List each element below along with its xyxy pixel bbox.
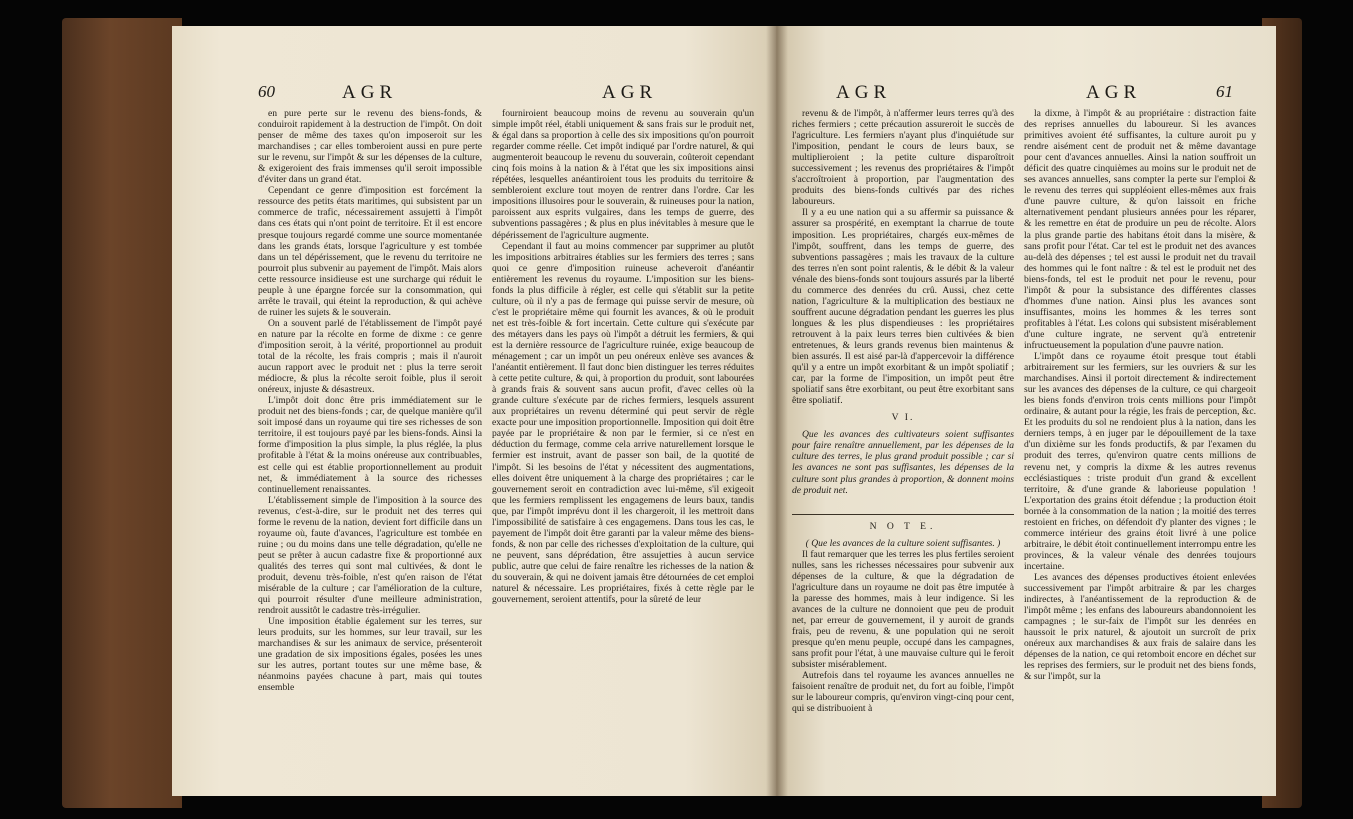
note-subtitle: ( Que les avances de la culture soient suffisantes. ) bbox=[805, 537, 1001, 549]
right-column-2 bbox=[1024, 108, 1256, 728]
paragraph: On a souvent parlé de l'établissement de l'impôt payé en nature par la récolte en forme de dixme : ce genre d'imposition seroit, à la vérité, proportionnel au produit total de la récolte, les frais compris ; mais il n'auroit aucun rapport avec le produit net : plus la terre seroit médiocre, & plus la récolte seroit foible, plus il seroit onéreux, injuste & désastreux. bbox=[258, 317, 482, 396]
paragraph: Autrefois dans tel royaume les avances annuelles ne faisoient renaître de produit net, du fort au foible, l'impôt sur le laboureur compris, qu'environ vingt-cinq pour cent, qui se distribuoient à bbox=[792, 670, 1014, 715]
paragraph: Cependant ce genre d'imposition est forcément la ressource des petits états maritimes, qui subsistent par un commerce de trafic, nécessairement assujetti à l'impôt dans ces états qui n'ont point de territoire. Et il est encore presque toujours regardé comme une source momentanée dans les grands états, lorsque l'agriculture y est tombée dans un tel dépérissement, que le revenu du territoire ne pourroit plus subvenir au payement de l'impôt. Mais alors cette ressource insidieuse est une surcharge qui réduit le peuple à une épargne forcée sur la consommation, qui arrête le travail, qui éteint la reproduction, & qui achève de ruiner les sujets & le souverain. bbox=[258, 185, 482, 318]
left-running-head-2: AGR bbox=[602, 82, 658, 103]
right-running-head-2: AGR bbox=[1086, 82, 1142, 103]
left-page-number: 60 bbox=[258, 82, 275, 101]
paragraph: en pure perte sur le revenu des biens-fonds, & conduiroit rapidement à la destruction de l'impôt. On doit penser de même des taxes qu'on imposeroit sur les marchandises ; car elles tomberoient aussi en pure perte sur le revenu, sur l'impôt & sur les dépenses de la culture, & exigeroient des frais immenses qu'il seroit impossible d'éviter dans un grand état. bbox=[258, 108, 482, 186]
paragraph: Cependant il faut au moins commencer par supprimer au plutôt les impositions arbitraires établies sur les fermiers des terres ; sans quoi ce genre d'imposition ruineuse acheveroit d'anéantir entièrement les revenus du royaume. L'imposition sur les biens-fonds la plus difficile à régler, est celle qui s'établit sur la petite culture, où il n'y a pas de fermage qui puisse servir de mesure, où c'est le propriétaire même qui fournit les avances, & où le produit net est très-foible & fort incertain. Cette culture qui s'exécute par des métayers dans les pays où l'impôt a détruit les fermiers, & qui est la dernière ressource de l'agriculture ruinée, exige beaucoup de ménagement ; car un impôt un peu onéreux enlève ses avances & l'anéantit entièrement. Il faut donc bien distinguer les terres réduites à cette petite culture, & qui, à proportion du produit, sont labourées à grands frais & souvent sans aucun profit, d'avec celles où la grande culture s'exécute par de riches fermiers, lesquels assurent aux propriétaires un revenu déterminé qui peut servir de règle exacte pour une imposition proportionnelle. Imposition qui doit être payée par le propriétaire & non par le fermier, si ce n'est en déduction du fermage, comme cela arrive naturellement lorsque le fermier est instruit, avant de passer son bail, de la quotité de l'impôt. Si les besoins de l'état y nécessitent des augmentations, elles doivent être uniquement à la charge des propriétaires ; car le gouvernement seroit en contradiction avec lui-même, s'il exigeoit que les fermiers remplissent les engagemens de leurs baux, tandis que, par l'impôt imprévu dont il les chargeroit, il les mettroit dans l'impossibilité de satisfaire à ces engagemens. Dans tous les cas, le payement de l'impôt doit être garanti par la valeur même des biens-fonds, & non par celle des richesses d'exploitation de la culture, qui ne peuvent, sans déprédation, être assujetties à aucun service public, autre que celui de faire renaître les richesses de la nation & du souverain, & qui ne doivent jamais être détournées de cet emploi naturel & nécessaire. Les propriétaires, fixés à cette règle par le gouvernement, seroient attentifs, pour la sûreté de leur bbox=[492, 240, 754, 606]
book-cover-left bbox=[62, 18, 182, 808]
left-page bbox=[172, 26, 776, 796]
left-running-head-1: AGR bbox=[342, 82, 398, 103]
right-page bbox=[776, 26, 1276, 796]
paragraph: L'impôt doit donc être pris immédiatement sur le produit net des biens-fonds ; car, de quelque manière qu'il soit imposé dans un royaume qui tire ses richesses de son territoire, il est toujours payé par les biens-fonds. Ainsi la forme d'imposition la plus simple, la plus réglée, la plus profitable à l'état & la moins onéreuse aux contribuables, est celle qui est établie proportionnellement au produit net, & immédiatement à la source des richesses continuellement renaissantes. bbox=[258, 395, 482, 495]
section-number: V I. bbox=[891, 412, 915, 424]
left-column-1 bbox=[258, 108, 482, 728]
paragraph: Les avances des dépenses productives étoient enlevées successivement par l'impôt arbitraire & par les charges indirectes, à l'anéantissement de la reproduction & de l'impôt même ; les enfans des laboureurs abandonnoient les campagnes ; le sur-faix de l'impôt sur les denrées en haussoit le prix naturel, & ajoutoit un surcroît de prix onéreux aux marchandises & aux frais de salaire dans les dépenses de la nation, ce qui retomboit encore en déchet sur les reprises des fermiers, sur le produit net des biens fonds, & sur l'impôt, sur la bbox=[1024, 571, 1256, 683]
left-column-2 bbox=[492, 108, 754, 728]
paragraph: fourniroient beaucoup moins de revenu au souverain qu'un simple impôt réel, établi uniquement & sans frais sur le produit net, & égal dans sa proportion à celle des six impositions qu'on pourroit regarder comme réelle. Cet impôt indiqué par l'ordre naturel, & qui augmenteroit beaucoup le revenu du souverain, coûteroit cependant cinq fois moins à la nation & à l'état que les six impositions ainsi répétées, lesquelles anéantiroient tous les produits du territoire & sembleroient exclure tout moyen de rentrer dans l'ordre. Car les impositions illusoires pour le souverain, & ruineuses pour la nation, paroissent aux esprits vulgaires, dans les temps de guerre, des subventions passagères ; & plus en plus inévitables à mesure que le dépérissement de l'agriculture augmente. bbox=[492, 108, 754, 241]
paragraph: revenu & de l'impôt, à n'affermer leurs terres qu'à des riches fermiers ; cette précaution assureroit le succès de l'agriculture. Les fermiers n'ayant plus d'inquiétude sur l'imposition, pendant le cours de leurs baux, se multiplieroient ; la petite culture disparoîtroit successivement ; les revenus des propriétaires & l'impôt s'accroîtroient à proportion, par l'augmentation des produits des biens-fonds cultivés par des riches laboureurs. bbox=[792, 108, 1014, 208]
right-page-number: 61 bbox=[1216, 82, 1233, 101]
paragraph: Il faut remarquer que les terres les plus fertiles seroient nulles, sans les richesses nécessaires pour subvenir aux dépenses de la culture, & que la dégradation de l'agriculture dans un royaume ne doit pas être imputée à la paresse des hommes, mais à leur indigence. Si les avances de la culture ne donnoient que peu de produit net, par erreur de gouvernement, il y auroit de grands frais, peu de revenu, & une population qui ne seroit presque qu'en menu peuple, occupé dans les campagnes, sans profit pour l'état, à une mauvaise culture qui le feroit subsister misérablement. bbox=[792, 548, 1014, 671]
paragraph: L'établissement simple de l'imposition à la source des revenus, c'est-à-dire, sur le produit net des terres qui forme le revenu de la nation, devient fort difficile dans un royaume où, faute d'avances, l'agriculture est tombée en ruine ; ou du moins dans une telle dégradation, qu'elle ne peut se prêter à aucun cadastre fixe & proportionné aux qualités des terres qui sont mal cultivées, & dont le produit, devenu très-foible, n'est qu'en raison de l'état misérable de la culture ; car l'amélioration de la culture, qui pourroit résulter d'une meilleure administration, rendroit aussitôt le cadastre très-irrégulier. bbox=[258, 494, 482, 617]
open-book bbox=[62, 12, 1302, 812]
maxim-text: Que les avances des cultivateurs soient suffisantes pour faire renaître annuellement, par les dépenses de la culture des terres, le plus grand produit possible ; car si les avances ne sont pas suffisantes, les dépenses de la culture sont plus grandes à proportion, & donnent moins de produit net. bbox=[792, 429, 1014, 496]
paragraph: L'impôt dans ce royaume étoit presque tout établi arbitrairement sur les fermiers, sur les ouvriers & sur les marchandises. Ainsi il portoit directement & indirectement sur les avances des dépenses de la culture, ce qui chargeoit les biens fonds d'environ trois cents millions pour l'impôt ordinaire, & autant pour la régie, les frais de perception, &c. Et les produits du sol ne rendoient plus à la nation, dans les derniers temps, à en juger par le dépouillement de la taxe d'un dixième sur les fonds productifs, & par l'examen du produit des terres, qu'environ quatre cents millions de revenu net, y compris la dixme & les autres revenus ecclésiastiques : triste produit d'un grand & excellent territoire, & d'une grande & laborieuse population ! L'exportation des grains étoit défendue ; la production étoit bornée à la consommation de la nation ; la moitié des terres restoient en friches, on défendoit d'y planter des vignes ; le commerce intérieur des grains étoit livré à une police arbitraire, le débit étoit continuellement interrompu entre les provinces, & la valeur vénale des denrées toujours incertaine. bbox=[1024, 351, 1256, 572]
paragraph: Une imposition établie également sur les terres, sur leurs produits, sur les hommes, sur leur travail, sur les marchandises & sur les animaux de service, présenteroit une gradation de six impositions égales, posées les unes sur les autres, portant toutes sur une même base, & néanmoins payées chacune à part, mais qui toutes ensemble bbox=[258, 616, 482, 694]
note-title: N O T E. bbox=[792, 514, 1014, 532]
right-column-1 bbox=[792, 108, 1014, 728]
paragraph: la dixme, à l'impôt & au propriétaire : distraction faite des reprises annuelles du laboureur. Si les avances primitives avoient été suffisantes, la culture auroit pu y rendre aisément cent de produit net & même davantage pour cent d'avances annuelles. Ainsi la nation souffroit un déficit des quatre cinquièmes au moins sur le produit net de ses avances annuelles, sans compter la perte sur l'emploi & le revenu des terres qui suppléoient elles-mêmes aux frais d'une pauvre culture, & qu'on laissoit en friche alternativement pendant plusieurs années pour les réparer, & les remettre en état de produire un peu de récolte. Alors la plus grande partie des habitans étoit dans la misère, & sans profit pour l'état. Car tel est le produit net des avances au-delà des dépenses ; tel est aussi le produit net du travail des hommes qui le font naître : & tel est le produit net des biens-fonds, tel est le produit net pour le revenu, pour l'impôt & pour la subsistance des différentes classes d'hommes d'une nation. Ainsi plus les avances sont insuffisantes, moins les hommes & les terres sont profitables à l'état. Les colons qui subsistent misérablement d'une culture ingrate, ne servent qu'à entretenir infructueusement la population d'une pauvre nation. bbox=[1024, 108, 1256, 351]
paragraph: Il y a eu une nation qui a su affermir sa puissance & assurer sa prospérité, en exemptant la charrue de toute imposition. Les propriétaires, chargés eux-mêmes de l'impôt, souffrent, dans les temps de guerre, des subventions passagères ; mais les travaux de la culture des terres n'en sont point ralentis, & le débit & la valeur vénale des biens-fonds sont toujours assurés par la liberté du commerce des denrées du crû. Aussi, chez cette nation, l'agriculture & la multiplication des bestiaux ne souffrent aucune dégradation pendant les guerres les plus longues & les plus dispendieuses : les propriétaires retrouvent à la paix leurs terres bien cultivées & bien entretenues, & leurs grands revenus bien maintenus & bien assurés. Il est aisé par-là d'appercevoir la différence qu'il y a entre un impôt exorbitant & un impôt spoliatif ; car, par la forme de l'imposition, un impôt peut être spoliatif sans être exorbitant, ou peut être exorbitant sans être spoliatif. bbox=[792, 207, 1014, 407]
right-running-head-1: AGR bbox=[836, 82, 892, 103]
